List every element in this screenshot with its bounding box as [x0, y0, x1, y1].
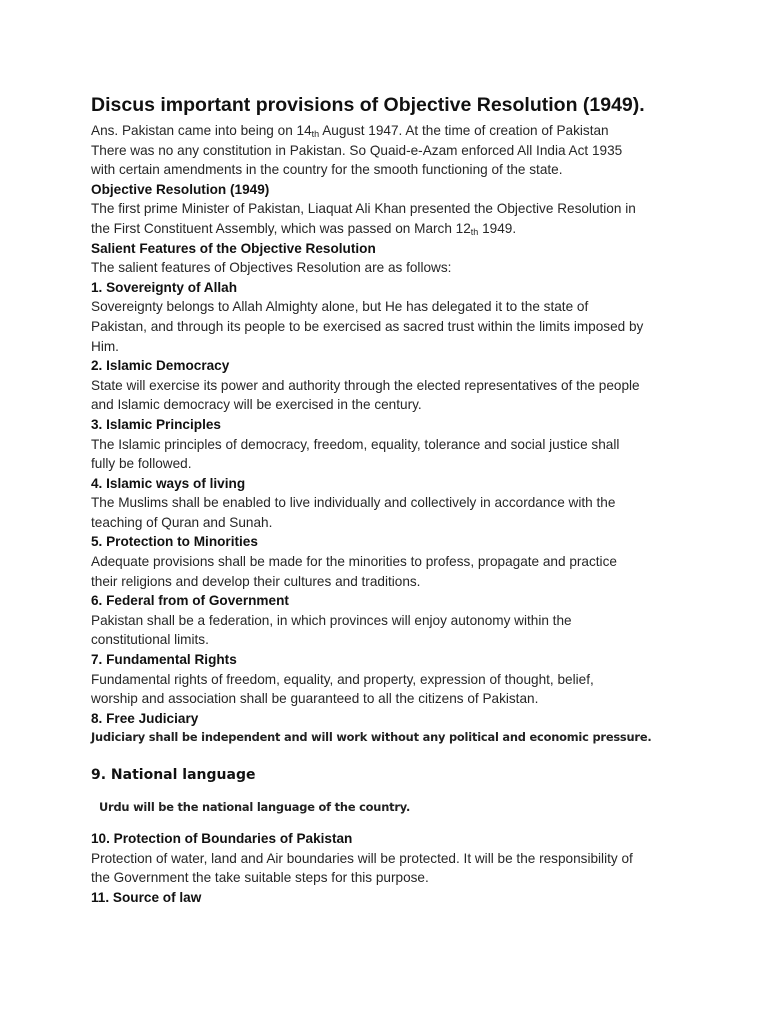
feature-line: Him. [91, 338, 119, 354]
feature-line: Adequate provisions shall be made for the minorities to profess, propagate and practice [91, 554, 617, 570]
section-text: 1949. [478, 220, 517, 236]
feature-line: Pakistan shall be a federation, in which provinces will enjoy autonomy within the [91, 612, 572, 628]
feature-line: Sovereignty belongs to Allah Almighty alone, but He has delegated it to the state of [91, 299, 589, 315]
feature-line: and Islamic democracy will be exercised in the century. [91, 397, 422, 413]
intro-text: August 1947. At the time of creation of Pakistan [319, 123, 609, 138]
document-page [91, 92, 751, 907]
feature-heading: 11. Source of law [91, 889, 202, 905]
feature-line: Protection of water, land and Air boundaries will be protected. It will be the responsibility of [91, 850, 633, 866]
feature-heading: 5. Protection to Minorities [91, 534, 258, 550]
section-text: the First Constituent Assembly, which was passed on March 12 [91, 220, 471, 236]
feature-heading: 8. Free Judiciary [91, 710, 199, 726]
intro-paragraph [91, 121, 751, 180]
feature-line: Urdu will be the national language of the country. [99, 800, 411, 814]
feature-line: The Islamic principles of democracy, freedom, equality, tolerance and social justice shall [91, 436, 620, 452]
feature-line: fully be followed. [91, 456, 192, 472]
feature-islamic-ways [91, 474, 751, 533]
section-line: The first prime Minister of Pakistan, Liaquat Ali Khan presented the Objective Resolution in [91, 201, 636, 217]
section-line: The salient features of Objectives Resolution are as follows: [91, 260, 452, 276]
feature-heading: 10. Protection of Boundaries of Pakistan [91, 831, 353, 846]
feature-line: Fundamental rights of freedom, equality, and property, expression of thought, belief, [91, 671, 594, 687]
feature-heading: 2. Islamic Democracy [91, 358, 230, 374]
feature-source-of-law [91, 888, 751, 908]
feature-heading: 1. Sovereignty of Allah [91, 279, 238, 295]
feature-line: teaching of Quran and Sunah. [91, 514, 273, 530]
feature-line: their religions and develop their cultures and traditions. [91, 573, 421, 589]
feature-line: State will exercise its power and authority through the elected representatives of the people [91, 377, 640, 393]
feature-heading: 6. Federal from of Government [91, 593, 289, 609]
ordinal-suffix: th [311, 129, 320, 139]
feature-minorities [91, 532, 751, 591]
section-line [91, 219, 751, 239]
feature-line: worship and association shall be guaranteed to all the citizens of Pakistan. [91, 691, 539, 707]
feature-line: The Muslims shall be enabled to live individually and collectively in accordance with the [91, 495, 616, 511]
section-heading: Salient Features of the Objective Resolution [91, 240, 376, 256]
section-objective-resolution [91, 180, 751, 239]
feature-line: the Government the take suitable steps for this purpose. [91, 870, 429, 886]
feature-federal-government [91, 591, 751, 650]
intro-line: with certain amendments in the country for the smooth functioning of the state. [91, 162, 563, 178]
ordinal-suffix: th [470, 226, 479, 237]
feature-sovereignty [91, 278, 751, 356]
feature-national-language [91, 765, 751, 817]
feature-line: Pakistan, and through its people to be exercised as sacred trust within the limits imposed by [91, 318, 644, 334]
intro-text: Ans. Pakistan came into being on 14 [91, 123, 312, 138]
feature-line: constitutional limits. [91, 632, 209, 648]
feature-islamic-principles [91, 415, 751, 474]
section-heading: Objective Resolution (1949) [91, 181, 270, 197]
feature-fundamental-rights [91, 650, 751, 709]
feature-islamic-democracy [91, 356, 751, 415]
feature-heading: 9. National language [91, 767, 256, 783]
feature-boundaries [91, 829, 751, 888]
feature-line: Judiciary shall be independent and will work without any political and economic pressure. [91, 730, 652, 745]
section-salient-features [91, 239, 751, 278]
document-title: Discus important provisions of Objective Resolution (1949). [91, 94, 645, 116]
intro-line [91, 121, 751, 141]
intro-line: There was no any constitution in Pakistan. So Quaid-e-Azam enforced All India Act 1935 [91, 142, 623, 158]
feature-heading: 3. Islamic Principles [91, 416, 221, 432]
feature-free-judiciary [91, 709, 751, 748]
feature-heading: 7. Fundamental Rights [91, 652, 237, 668]
feature-heading: 4. Islamic ways of living [91, 475, 246, 491]
